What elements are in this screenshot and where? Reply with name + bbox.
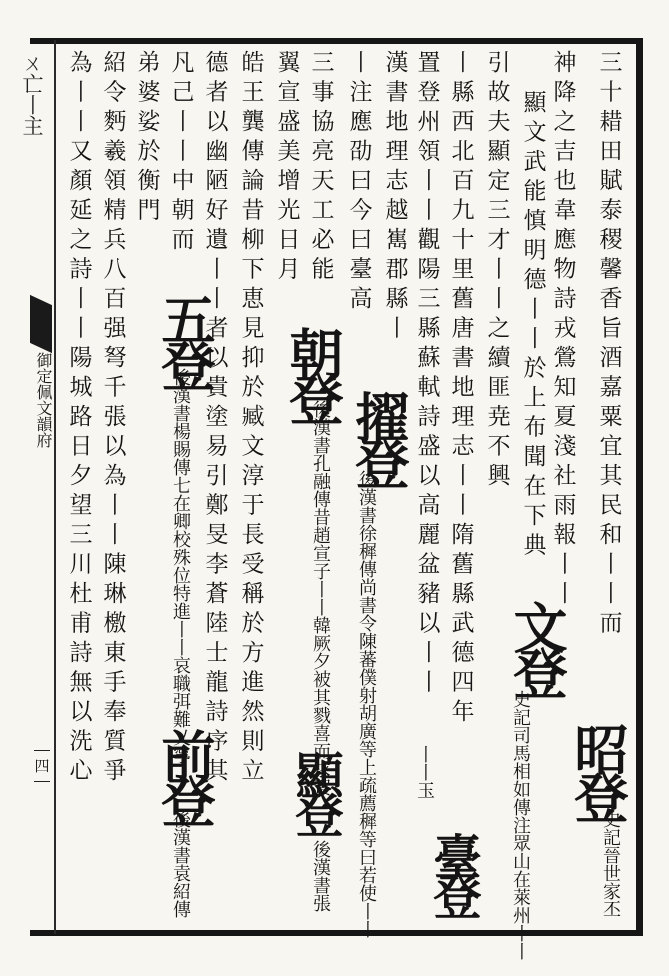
column-text: 神降之吉也韋應物詩戎鶯知夏淺社雨報丨丨 [549, 50, 576, 611]
right-border [636, 38, 643, 936]
annotation-text: 後漢書徐穉傳尚書令陳蕃僕射胡廣等上疏薦穉等曰若使丨丨 [356, 470, 377, 938]
text-column-14 [128, 50, 164, 227]
text-column-7 [376, 50, 412, 345]
annotation-zhao-deng [596, 810, 624, 918]
heading-wen-deng [494, 600, 569, 692]
text-column-9 [302, 50, 338, 286]
annotation-text: 史記晉世家丕 [600, 810, 621, 918]
heading-text: 昭登 [566, 722, 630, 818]
annotation-wen-deng [506, 690, 534, 960]
annotation-text: 後漢書孔融傳昔趙宣子丨丨韓厥夕被其戮喜而求賀 [310, 400, 331, 796]
book-title: 御定佩文韻府 [34, 352, 53, 448]
column-text: 引故夫顯定三才丨丨之續匪尭不興 [483, 50, 510, 493]
annotation-text: 後漢書張 [310, 840, 331, 912]
column-text: 紹令麪羲領精兵八百强弩千張以為丨丨陳琳檄東手奉質爭 [99, 50, 126, 788]
text-column-10 [268, 50, 304, 286]
text-column-13 [162, 50, 198, 257]
bottom-border [30, 930, 642, 936]
annotation-xian-deng [306, 840, 334, 912]
annotation-text: 史記司馬相如傳注眾山在萊州丨丨 [510, 690, 531, 960]
annotation-qian-deng [166, 810, 194, 918]
inner-left-rule [54, 40, 56, 934]
text-column-11 [232, 50, 268, 788]
text-column-6 [408, 50, 444, 699]
column-text: 為丨丨又顏延之詩丨丨陽城路日夕望三川杜甫詩無以洗心 [65, 50, 92, 788]
heading-text: 顯登 [287, 750, 343, 830]
text-column-8 [340, 50, 376, 316]
text-column-3 [514, 50, 550, 562]
text-column-4 [478, 50, 514, 493]
column-text: 三事協亮天工必能 [307, 50, 334, 286]
top-border [30, 38, 642, 44]
heading-zhuo-deng [336, 390, 411, 482]
annotation-chao-deng [306, 400, 334, 796]
fishtail-mark [30, 295, 52, 353]
column-text: 皓王龔傳論昔柳下恵見抑於臧文淳于長受稱於方進然則立 [237, 50, 264, 788]
text-column-5 [442, 50, 478, 729]
column-text: 三十耤田賦泰稷馨香旨酒嘉粟宜其民和丨丨而 [595, 50, 622, 640]
annotation-zhuo-deng [352, 470, 380, 938]
column-text: 翼宣盛美增光日月 [273, 50, 300, 286]
text-column-16 [60, 50, 96, 788]
annotation-text: 後漢書楊賜傳七在卿校殊位特進丨丨哀職弭難乂寧 [170, 368, 191, 764]
annotation-text: 丨丨玉 [414, 745, 435, 799]
column-text: 德者以幽陋好遺丨丨者以貴塗易引鄭旻李蒼陸士龍詩序其 [201, 50, 228, 788]
heading-text: 五登 [153, 292, 217, 384]
text-column-15 [94, 50, 130, 788]
heading-text: 文登 [505, 600, 569, 692]
heading-text: 擢登 [347, 390, 411, 482]
column-text: 丨注應劭曰今曰臺高 [345, 50, 372, 316]
column-text: 丨縣西北百九十里舊唐書地理志丨丨隋舊縣武德四年 [447, 50, 474, 729]
annotation-text: 後漢書袁紹傳 [170, 810, 191, 918]
column-text: 弟婆娑於衡門 [133, 50, 160, 227]
annotation-wu-deng [166, 368, 194, 764]
heading-qian-deng [142, 728, 217, 820]
column-text: 置登州領丨丨觀陽三縣蘇軾詩盛以高麗盆豬以丨丨 [413, 50, 440, 699]
margin-fragment: ㄨ亡丨主 [20, 52, 44, 136]
heading-tai-deng [420, 832, 480, 912]
annotation-tai-deng-tail [410, 745, 438, 799]
text-column-12 [196, 50, 232, 788]
text-column-1 [590, 50, 626, 640]
heading-text: 臺登 [425, 832, 481, 912]
page-number: 四 [30, 748, 54, 784]
column-text: 漢書地理志越嶲郡縣丨 [381, 50, 408, 345]
heading-text: 朝登 [281, 326, 345, 418]
column-text: 顯文武能慎明德丨丨於上布聞在下典 [519, 90, 546, 562]
heading-zhao-deng [555, 722, 630, 818]
column-text: 凡己丨丨中朝而 [167, 50, 194, 257]
heading-xian-deng [282, 750, 342, 830]
heading-text: 前登 [153, 728, 217, 820]
